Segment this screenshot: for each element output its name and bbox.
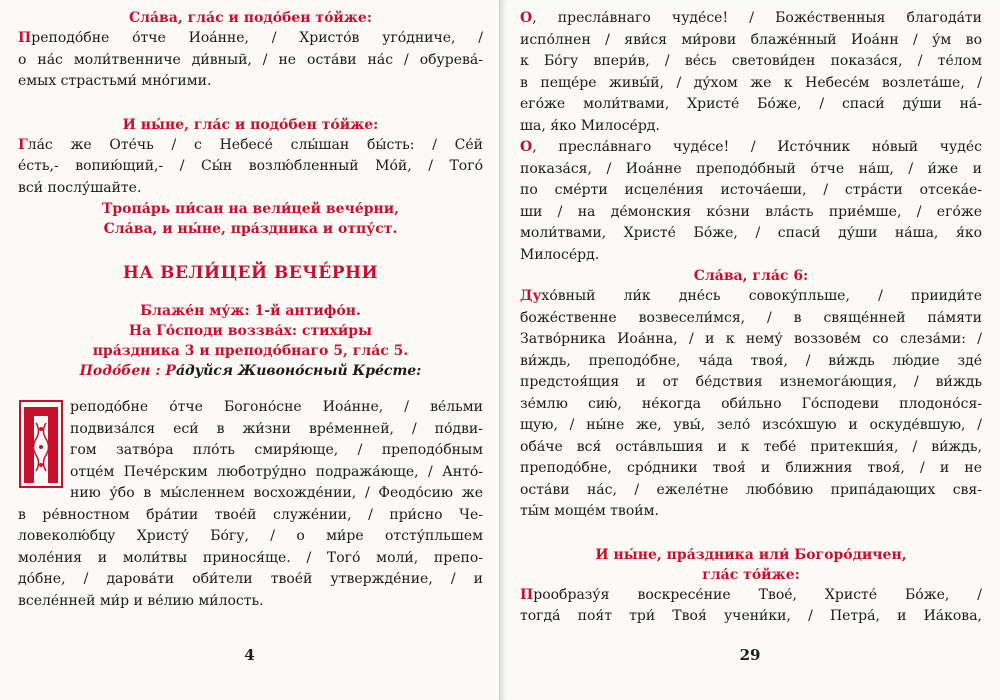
initial-letter: О [520, 10, 533, 26]
text-line: гом затво́ра пло́ть смиря́юще, / преподо́бным [70, 442, 483, 458]
rubric-heading: Сла́ва, гла́с 6: [693, 268, 809, 284]
text-line: тогда́ поя́т три́ Твоя́ учени́ки, / Петра́, и Иа́кова, [520, 608, 982, 624]
initial-letter: П [520, 586, 534, 603]
initial-letter: Г [18, 136, 28, 153]
text-line: предстоя́щия и от бе́дствия изнемога́ющия, / ви́ждь [520, 374, 982, 390]
rubric-heading: И ны́не, пра́здника или́ Богоро́дичен, [595, 546, 907, 563]
text-line: ви́ждь, преподо́бне, ча́да твоя́, / ви́ждь лю́дие зде́ [520, 352, 982, 369]
text-line: ши / на де́монския ко́зни вла́сть прие́мше, / его́же [520, 203, 982, 220]
page-number: 29 [739, 646, 761, 664]
text-line: реподо́бне о́тче Иоа́нне, / Христо́в уго́дниче, / [31, 30, 483, 46]
text-line: Затво́рника Иоа́нна, / и к нему́ воззове́м со слеза́ми: / [520, 331, 982, 347]
text-line: оба́че вся́ оста́вльшия и к тебе́ притекши́я, / ви́ждь, [520, 438, 982, 455]
text-line: хо́вный ли́к дне́сь совоку́пльше, / прииди́те [541, 288, 982, 304]
text-line: ты́м моще́м твои́м. [520, 503, 659, 519]
rubric-heading: гла́с то́йже: [702, 566, 800, 583]
rubric-heading: Сла́ва, гла́с и подо́бен то́йже: [128, 10, 373, 26]
paragraph [520, 585, 982, 628]
paragraph [520, 137, 982, 266]
text-line: емых страстьми́ мно́гими. [18, 73, 212, 89]
rubric-heading: Тропа́рь пи́сан на вели́цей вече́рни, [101, 201, 400, 217]
paragraph [18, 28, 483, 93]
rubric-heading: Блаже́н му́ж: 1-й антифо́н. [140, 303, 361, 319]
text-line: рообразу́я воскресе́ние Твое́, Христе́ Бо́же, / [533, 586, 982, 603]
podoben-heading [18, 361, 483, 381]
section-title: НА ВЕЛИ́ЦЕЙ ВЕЧЕ́РНИ [122, 263, 379, 283]
rubric-heading: Сла́ва, и ны́не, пра́здника и отпу́ст. [103, 221, 398, 237]
text-line: в пеще́ре живы́й, / ду́хом же к Небесе́м возлета́ше, / [520, 74, 982, 91]
rubric-heading: И ны́не, гла́с и подо́бен то́йже: [122, 116, 379, 133]
text-line: по сме́рти исцеле́ния источа́еши, / стра́сти отсека́е- [520, 182, 982, 198]
initial-letter: Ду [520, 288, 542, 304]
text-line: к Бо́гу впери́в, / ве́сь светови́ден показа́ся, / те́лом [520, 53, 982, 69]
text-line: его́же моли́твами, Христе́ Бо́же, / спаси́ ду́ши на́- [520, 96, 982, 112]
text-line: преподо́бне, сро́дники твоя́ и ближния твоя́, / и не [520, 460, 982, 476]
text-line: , пресла́внаго чуде́се! / Боже́ственныя благода́ти [532, 10, 982, 26]
text-line: ла́с же Оте́чь / с Небесе́ слы́шан бы́сть: / Се́й [27, 136, 483, 153]
text-line: до́бне, / дарова́ти оби́тели твое́й утвержде́ние, / и [18, 571, 483, 587]
text-line: отце́м Пече́рским люботру́дно подража́юще, / Анто́- [70, 463, 483, 480]
text-line: моли́твами, Христе́ Бо́же, / спаси́ ду́ши на́ша, я́ко [520, 225, 982, 241]
text-line: боже́ственне возвесели́мся, / в свяще́нней па́мяти [520, 309, 982, 326]
text-line: ловеколю́бцу Христу́ Бо́гу, / о ми́ре отсту́пльшем [18, 528, 483, 544]
rubric-heading: пра́здника 3 и преподо́бнаго 5, гла́с 5. [92, 343, 409, 359]
paragraph [18, 135, 483, 200]
initial-letter: Р [165, 363, 176, 379]
podoben-text: а́дуйся Живоно́сный Кре́сте: [175, 363, 422, 379]
page-number: 4 [244, 646, 255, 664]
text-line: щую, / ны́не же, увы́, зело́ изсо́хшую и оскуде́вшую, / [520, 417, 982, 433]
text-line: в ре́вностном бра́тии твое́й служе́нии, / при́сно Че- [18, 506, 483, 523]
text-line: подвиза́лся еси́ в жи́зни вре́менней, / по́дви- [70, 420, 483, 437]
text-line: ша, я́ко Милосе́рд. [520, 117, 660, 134]
text-line: оста́ви на́с, / ежеле́тне любо́вию припа́дающих свя- [520, 481, 982, 498]
text-line: реподо́бне о́тче Богоно́сне Иоа́нне, / ве́льми [70, 399, 483, 415]
ornamental-initial-icon [18, 399, 64, 489]
text-line: е́сть,- вопию́щий,- / Сы́н возлю́бленный Мо́й, / Того́ [18, 158, 483, 174]
text-line: показа́ся, / Иоа́нне преподо́бный о́тче на́ш, / и́же и [520, 160, 982, 177]
right-page [500, 0, 1000, 700]
paragraph [520, 286, 982, 523]
text-line: зе́млю сию́, не́когда оби́льно Го́сподеви плодоно́ся- [520, 395, 982, 412]
text-line: испо́лнен / яви́ся ми́рови блаже́нный Иоа́нн / у́м во [520, 31, 982, 48]
text-line: о на́с моли́твенниче ди́вный, / не оста́ви на́с / обурева́- [18, 51, 483, 68]
podoben-label: Подо́бен : [79, 363, 161, 379]
text-line: моле́ния и моли́твы принося́ще. / Того́ моли́, препо- [18, 549, 483, 566]
text-line: вси́ послу́шайте. [18, 179, 142, 196]
text-line: вселе́нней ми́р и ве́лию ми́лость. [18, 592, 264, 609]
text-line: нию у́бо в мы́сленнем восхожде́нии, / Феодо́сию же [70, 485, 483, 501]
initial-letter: О [520, 139, 533, 155]
rubric-heading: На Го́споди воззва́х: стихи́ры [128, 323, 373, 339]
initial-letter: П [18, 30, 32, 46]
paragraph-with-dropcap [18, 397, 483, 612]
paragraph [520, 8, 982, 137]
text-line: Милосе́рд. [520, 246, 600, 263]
text-line: , пресла́внаго чуде́се! / Исто́чник но́вый чуде́с [532, 139, 982, 155]
